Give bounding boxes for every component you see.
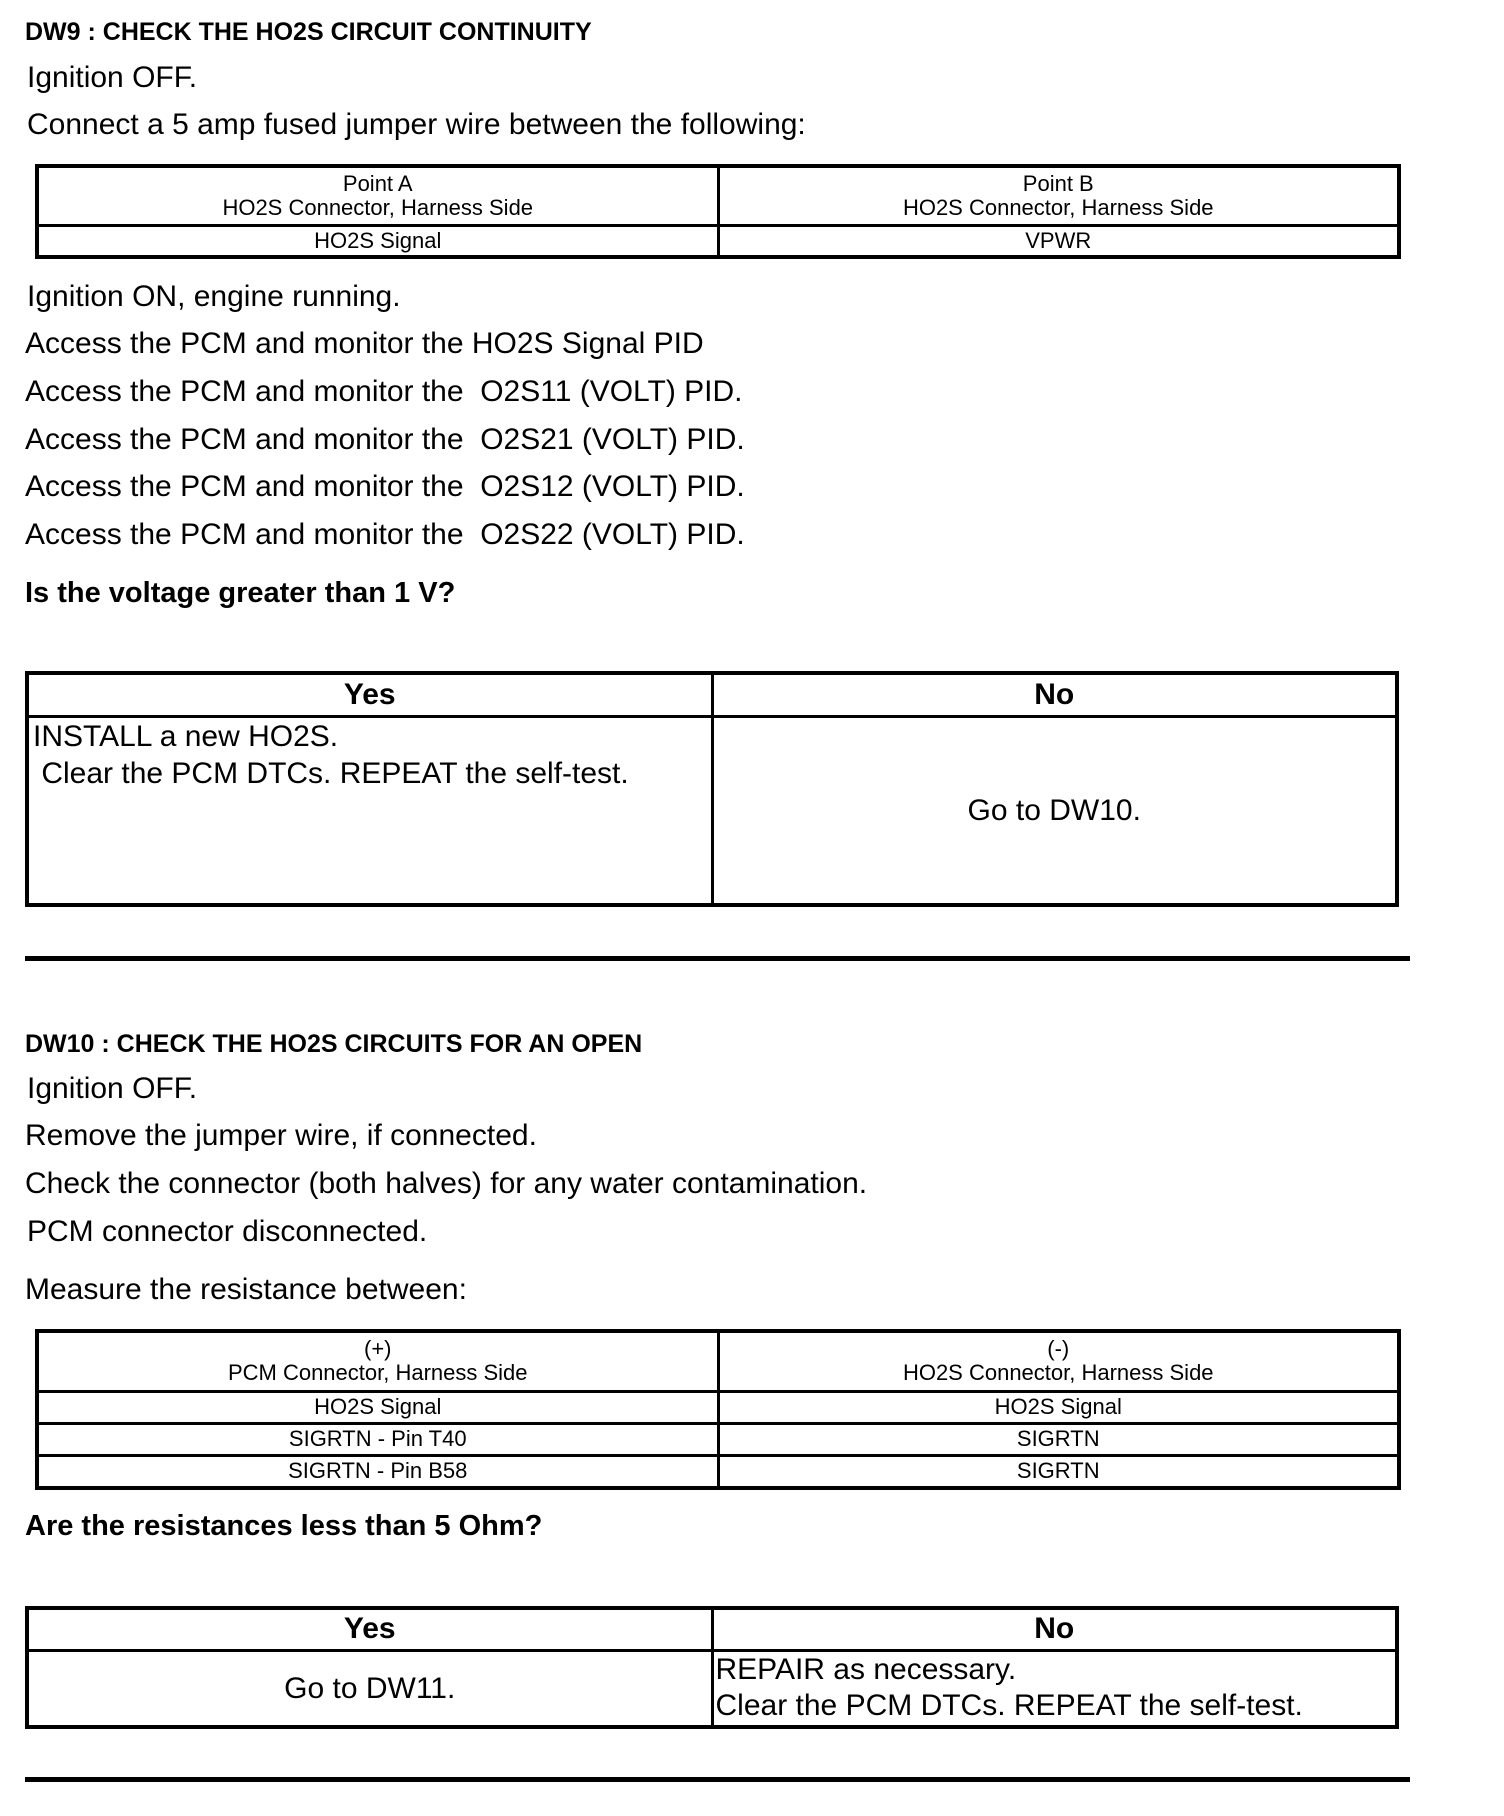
header-line: (-) [1047,1336,1070,1362]
no-cell [712,1650,1397,1727]
yes-header: Yes [27,673,712,716]
step-text: Access the PCM and monitor the HO2S Signal PID [25,327,704,360]
table-cell: HO2S Signal [37,1391,718,1423]
table-cell: SIGRTN - Pin T40 [37,1423,718,1455]
table-row [37,1423,1399,1455]
no-header: No [712,673,1397,716]
table-cell: HO2S Signal [718,1391,1399,1423]
table-cell: SIGRTN [718,1423,1399,1455]
header-line: Point A [342,170,413,196]
step-text: Access the PCM and monitor the O2S12 (VOLT) PID. [25,470,745,503]
step-text: Check the connector (both halves) for any water contamination. [25,1167,868,1200]
table-cell: SIGRTN [718,1455,1399,1488]
jumper-table [35,164,1401,259]
step-text: Ignition OFF. [27,61,198,94]
no-line: REPAIR as necessary. [715,1653,1017,1687]
table-header-cell [718,1331,1399,1391]
header-line: HO2S Connector, Harness Side [902,1360,1214,1386]
yes-line: Clear the PCM DTCs. REPEAT the self-test. [33,757,629,790]
table-row [37,1455,1399,1488]
dw9-title: DW9 : CHECK THE HO2S CIRCUIT CONTINUITY [25,18,592,46]
yes-cell [27,716,712,905]
table-cell: HO2S Signal [37,225,718,257]
step-text: Access the PCM and monitor the O2S21 (VOLT) PID. [25,423,745,456]
header-line: (+) [364,1336,392,1362]
header-line: HO2S Connector, Harness Side [902,194,1214,220]
step-text: Measure the resistance between: [25,1273,467,1306]
section-divider [25,956,1410,961]
yes-line: INSTALL a new HO2S. [33,719,339,753]
no-cell: Go to DW10. [712,716,1397,905]
header-line: HO2S Connector, Harness Side [222,194,534,220]
table-row [37,225,1399,257]
step-text: Ignition ON, engine running. [27,280,401,313]
no-header: No [712,1608,1397,1650]
table-header-cell [37,166,718,225]
table-row [37,1391,1399,1423]
table-header-cell [37,1331,718,1391]
table-cell: VPWR [718,225,1399,257]
step-text: Ignition OFF. [27,1072,198,1105]
step-text: Access the PCM and monitor the O2S11 (VOLT) PID. [25,375,743,408]
section-divider [25,1777,1410,1782]
dw10-result-table [25,1606,1399,1729]
no-line: Clear the PCM DTCs. REPEAT the self-test. [715,1689,1303,1723]
measure-table [35,1329,1401,1490]
dw9-question: Is the voltage greater than 1 V? [25,577,456,609]
header-line: PCM Connector, Harness Side [227,1360,528,1386]
header-line: Point B [1022,170,1094,196]
step-text: Connect a 5 amp fused jumper wire between the following: [27,108,806,141]
table-header-cell [718,166,1399,225]
dw10-question: Are the resistances less than 5 Ohm? [25,1510,543,1542]
yes-header: Yes [27,1608,712,1650]
yes-cell: Go to DW11. [27,1650,712,1727]
step-text: PCM connector disconnected. [27,1215,428,1248]
step-text: Access the PCM and monitor the O2S22 (VOLT) PID. [25,518,745,551]
table-cell: SIGRTN - Pin B58 [37,1455,718,1488]
step-text: Remove the jumper wire, if connected. [25,1119,537,1152]
dw9-result-table [25,671,1399,907]
dw10-title: DW10 : CHECK THE HO2S CIRCUITS FOR AN OPEN [25,1030,643,1058]
